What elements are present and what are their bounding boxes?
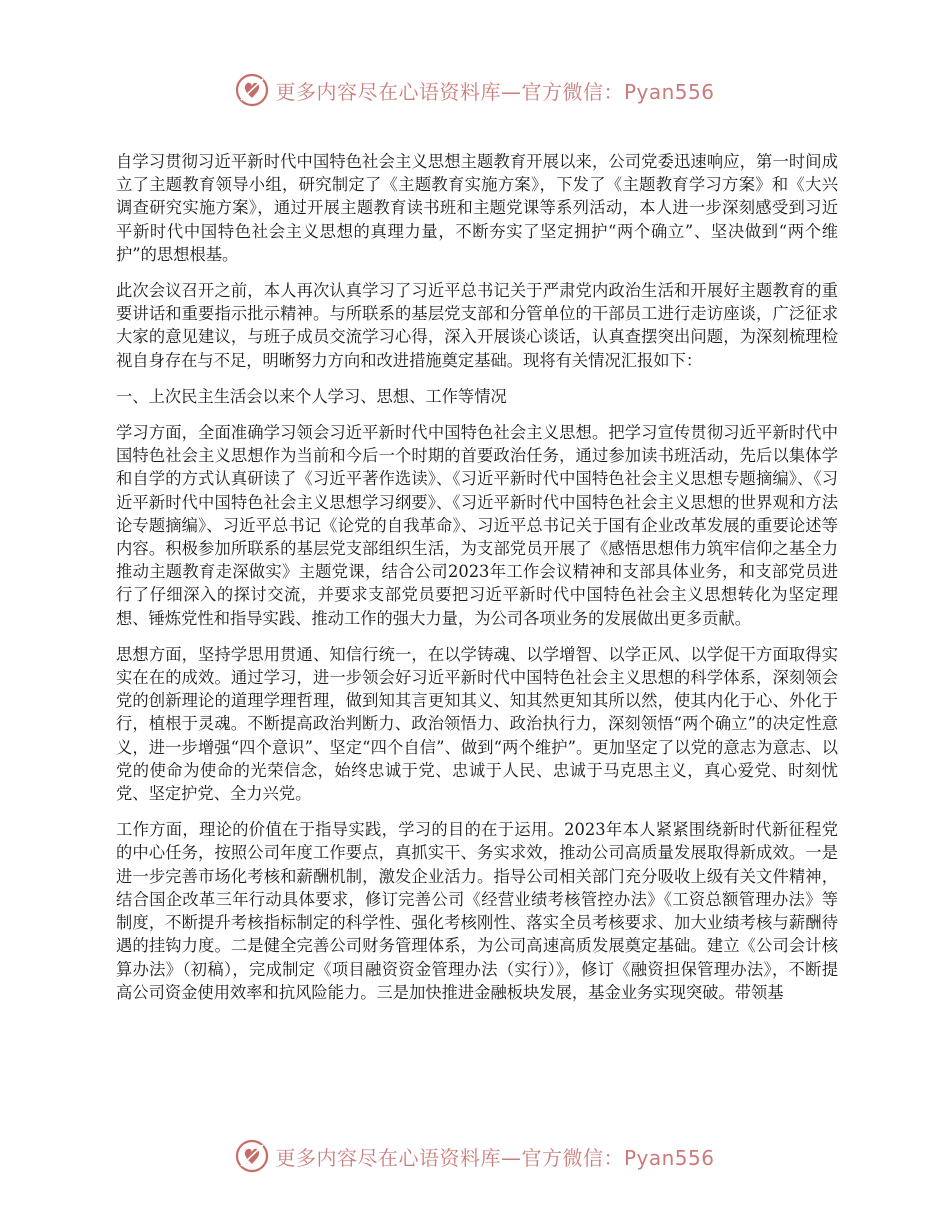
paragraph-thought: 思想方面，坚持学思用贯通、知信行统一，在以学铸魂、以学增智、以学正风、以学促干方面取得实实在在的成效。通过学习，进一步领会好习近平新时代中国特色社会主义思想的科学体系，深刻领会党的创新理论的道理学理哲理，做到知其言更知其义、知其然更知其所以然，使其内化于心、外化于行，植根于灵魂。不断提高政治判断力、政治领悟力、政治执行力，深刻领悟“两个确立”的决定性意义，进一步增强“四个意识”、坚定“四个自信”、做到“两个维护”。更加坚定了以党的意志为意志、以党的使命为使命的光荣信念，始终忠诚于党、忠诚于人民、忠诚于马克思主义，真心爱党、时刻忧党、坚定护党、全力兴党。 [116,644,838,804]
paragraph-intro: 自学习贯彻习近平新时代中国特色社会主义思想主题教育开展以来，公司党委迅速响应，第一时间成立了主题教育领导小组，研究制定了《主题教育实施方案》，下发了《主题教育学习方案》和《大兴调查研究实施方案》，通过开展主题教育读书班和主题党课等系列活动，本人进一步深刻感受到习近平新时代中国特色社会主义思想的真理力量，不断夯实了坚定拥护“两个确立”、坚决做到“两个维护”的思想根基。 [116,152,838,264]
header-banner [0,70,950,110]
paragraph-work: 工作方面，理论的价值在于指导实践，学习的目的在于运用。2023年本人紧紧围绕新时代新征程党的中心任务，按照公司年度工作要点，真抓实干、务实求效，推动公司高质量发展取得新成效。一是进一步完善市场化考核和薪酬机制，激发企业活力。指导公司相关部门充分吸收上级有关文件精神，结合国企改革三年行动具体要求，修订完善公司《经营业绩考核管控办法》《工资总额管理办法》等制度，不断提升考核指标制定的科学性、强化考核刚性、落实全员考核要求、加大业绩考核与薪酬待遇的挂钩力度。二是健全完善公司财务管理体系，为公司高速高质发展奠定基础。建立《公司会计核算办法》（初稿），完成制定《项目融资资金管理办法（实行）》，修订《融资担保管理办法》，不断提高公司资金使用效率和抗风险能力。三是加快推进金融板块发展，基金业务实现突破。带领基 [116,820,838,1002]
banner-text: 更多内容尽在心语资料库—官方微信：Pyan556 [275,1145,715,1170]
paragraph-study: 学习方面，全面准确学习领会习近平新时代中国特色社会主义思想。把学习宣传贯彻习近平新时代中国特色社会主义思想作为当前和今后一个时期的首要政治任务，通过参加读书班活动，先后以集体学和自学的方式认真研读了《习近平著作选读》、《习近平新时代中国特色社会主义思想专题摘编》、《习近平新时代中国特色社会主义思想学习纲要》、《习近平新时代中国特色社会主义思想的世界观和方法论专题摘编》、习近平总书记《论党的自我革命》、习近平总书记关于国有企业改革发展的重要论述等内容。积极参加所联系的基层党支部组织生活，为支部党员开展了《感悟思想伟力筑牢信仰之基全力推动主题教育走深做实》主题党课，结合公司2023年工作会议精神和支部具体业务，和支部党员进行了仔细深入的探讨交流，并要求支部党员要把习近平新时代中国特色社会主义思想转化为坚定理想、锤炼党性和指导实践、推动工作的强大力量，为公司各项业务的发展做出更多贡献。 [116,423,838,628]
paragraph-preparation: 此次会议召开之前，本人再次认真学习了习近平总书记关于严肃党内政治生活和开展好主题教育的重要讲话和重要指示批示精神。与所联系的基层党支部和分管单位的干部员工进行走访座谈，广泛征求大家的意见建议，与班子成员交流学习心得，深入开展谈心谈话，认真查摆突出问题，为深刻梳理检视自身存在与不足，明晰努力方向和改进措施奠定基础。现将有关情况汇报如下： [116,281,838,370]
calligraphy-heart-logo-icon [235,1139,269,1173]
calligraphy-heart-logo-icon [235,73,269,107]
banner-text: 更多内容尽在心语资料库—官方微信：Pyan556 [275,79,715,104]
section-heading: 一、上次民主生活会以来个人学习、思想、工作等情况 [116,386,507,406]
document-body [116,150,838,1017]
footer-banner [0,1136,950,1176]
